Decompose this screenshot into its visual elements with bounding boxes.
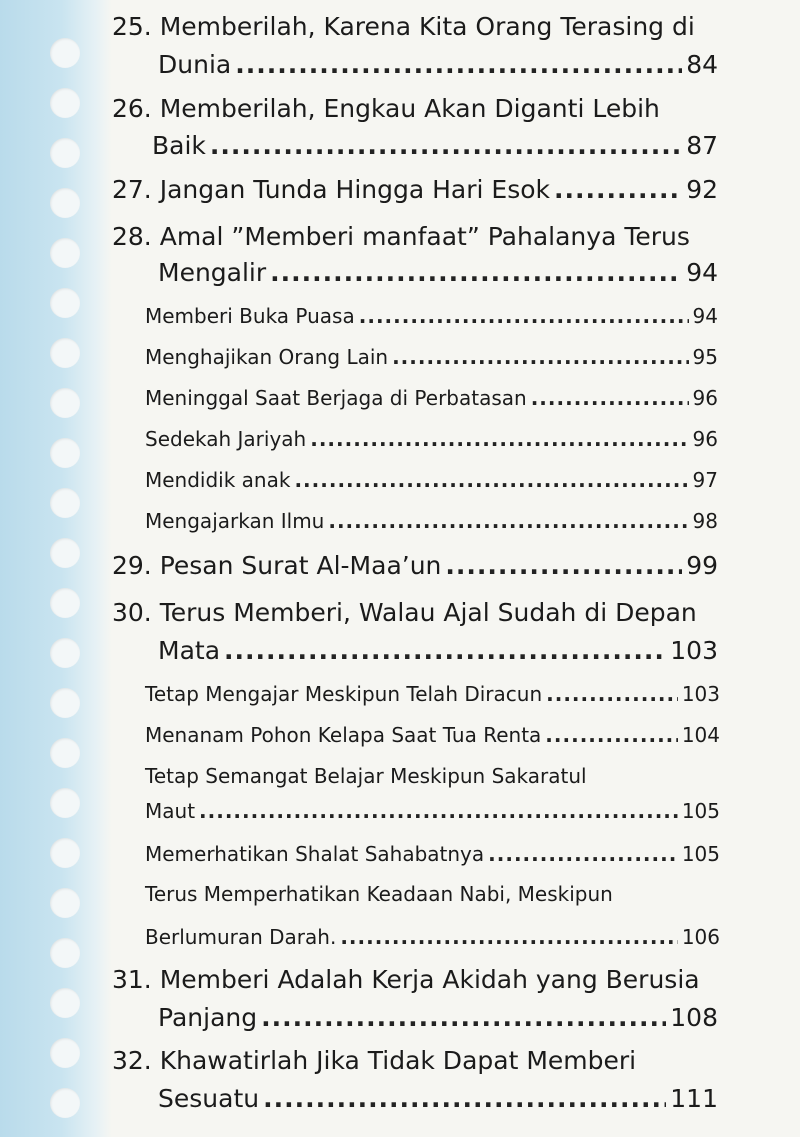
leader-dots [210, 131, 682, 160]
toc-entry-31-line2[interactable] [158, 1003, 718, 1032]
subentry-title: Tetap Semangat Belajar Meskipun Sakaratul [145, 764, 587, 788]
entry-number: 27. [112, 175, 152, 204]
toc-subentry[interactable] [145, 509, 718, 533]
leader-dots [263, 1084, 666, 1113]
page-number: 84 [686, 50, 718, 79]
entry-title-continued: Dunia [158, 50, 232, 79]
subentry-title-continued: Maut [145, 799, 196, 823]
entry-title: Khawatirlah Jika Tidak Dapat Memberi [159, 1046, 637, 1075]
page-number: 97 [692, 468, 718, 492]
leader-dots [554, 175, 682, 204]
toc-subentry[interactable] [145, 345, 718, 369]
subentry-title: Menanam Pohon Kelapa Saat Tua Renta [145, 723, 542, 747]
leader-dots [445, 551, 682, 580]
page-number: 103 [681, 682, 720, 706]
toc-entry-28-line2[interactable] [158, 258, 718, 287]
page-number: 106 [681, 925, 720, 949]
toc-entry-32-line2[interactable] [158, 1084, 718, 1113]
page-number: 98 [692, 509, 718, 533]
page-number: 87 [686, 131, 718, 160]
page-number: 92 [686, 175, 718, 204]
leader-dots [199, 799, 678, 823]
toc-entry-30-line2[interactable] [158, 636, 718, 665]
leader-dots [546, 682, 678, 706]
entry-number: 26. [112, 94, 152, 123]
subentry-title: Sedekah Jariyah [145, 427, 307, 451]
toc-subentry-line2[interactable] [145, 799, 720, 823]
page-number: 103 [670, 636, 718, 665]
entry-title: Memberilah, Engkau Akan Diganti Lebih [159, 94, 660, 123]
subentry-title-continued: Berlumuran Darah. [145, 925, 337, 949]
subentry-title: Memberi Buka Puasa [145, 304, 355, 328]
page-number: 105 [681, 799, 720, 823]
leader-dots [235, 50, 682, 79]
toc-entry-25-line1 [112, 12, 695, 41]
entry-number: 25. [112, 12, 152, 41]
leader-dots [340, 925, 677, 949]
subentry-title: Mendidik anak [145, 468, 291, 492]
entry-number: 29. [112, 551, 152, 580]
toc-entry-27[interactable] [112, 175, 718, 204]
page-number: 94 [692, 304, 718, 328]
entry-title-continued: Baik [152, 131, 206, 160]
toc-subentry[interactable] [145, 386, 718, 410]
toc-subentry[interactable] [145, 842, 720, 866]
leader-dots [310, 427, 688, 451]
subentry-title: Terus Memperhatikan Keadaan Nabi, Meskipun [145, 882, 613, 906]
entry-title: Terus Memberi, Walau Ajal Sudah di Depan [159, 598, 697, 627]
toc-subentry[interactable] [145, 723, 720, 747]
entry-number: 28. [112, 222, 152, 251]
entry-title-continued: Panjang [158, 1003, 258, 1032]
entry-title: Memberilah, Karena Kita Orang Terasing di [159, 12, 695, 41]
entry-number: 30. [112, 598, 152, 627]
subentry-title: Meninggal Saat Berjaga di Perbatasan [145, 386, 527, 410]
toc-subentry-line2[interactable] [145, 925, 720, 949]
subentry-title: Tetap Mengajar Meskipun Telah Diracun [145, 682, 543, 706]
toc-subentry[interactable] [145, 427, 718, 451]
subentry-title: Memerhatikan Shalat Sahabatnya [145, 842, 485, 866]
toc-subentry[interactable] [145, 304, 718, 328]
toc-subentry-line1 [145, 764, 720, 788]
page-number: 105 [681, 842, 720, 866]
entry-title: Memberi Adalah Kerja Akidah yang Berusia [159, 965, 700, 994]
toc-entry-30-line1 [112, 598, 712, 627]
subentry-title: Mengajarkan Ilmu [145, 509, 325, 533]
page-number: 96 [692, 427, 718, 451]
page-number: 108 [670, 1003, 718, 1032]
page-number: 99 [686, 551, 718, 580]
leader-dots [261, 1003, 666, 1032]
leader-dots [488, 842, 678, 866]
toc-entry-25-line2[interactable] [158, 50, 718, 79]
toc-entry-29[interactable] [112, 551, 718, 580]
page-number: 111 [670, 1084, 718, 1113]
toc-entry-32-line1 [112, 1046, 712, 1075]
toc-entry-26-line2[interactable] [152, 131, 718, 160]
leader-dots [328, 509, 688, 533]
entry-title-continued: Mengalir [158, 258, 267, 287]
toc-subentry-line1 [145, 882, 720, 906]
toc-entry-31-line1 [112, 965, 712, 994]
entry-number: 31. [112, 965, 152, 994]
entry-title-continued: Mata [158, 636, 221, 665]
leader-dots [224, 636, 666, 665]
entry-title: Amal ”Memberi manfaat” Pahalanya Terus [159, 222, 690, 251]
toc-entry-26-line1 [112, 94, 682, 123]
toc-subentry[interactable] [145, 682, 720, 706]
subentry-title: Menghajikan Orang Lain [145, 345, 389, 369]
entry-number: 32. [112, 1046, 152, 1075]
leader-dots [359, 304, 689, 328]
toc-subentry[interactable] [145, 468, 718, 492]
page-number: 95 [692, 345, 718, 369]
leader-dots [392, 345, 688, 369]
page-number: 96 [692, 386, 718, 410]
entry-title: Jangan Tunda Hingga Hari Esok [159, 175, 551, 204]
page-number: 104 [681, 723, 720, 747]
leader-dots [270, 258, 682, 287]
leader-dots [545, 723, 678, 747]
entry-title-continued: Sesuatu [158, 1084, 260, 1113]
leader-dots [531, 386, 689, 410]
leader-dots [294, 468, 688, 492]
toc-entry-28-line1 [112, 222, 702, 251]
page-number: 94 [686, 258, 718, 287]
entry-title: Pesan Surat Al-Maa’un [159, 551, 442, 580]
